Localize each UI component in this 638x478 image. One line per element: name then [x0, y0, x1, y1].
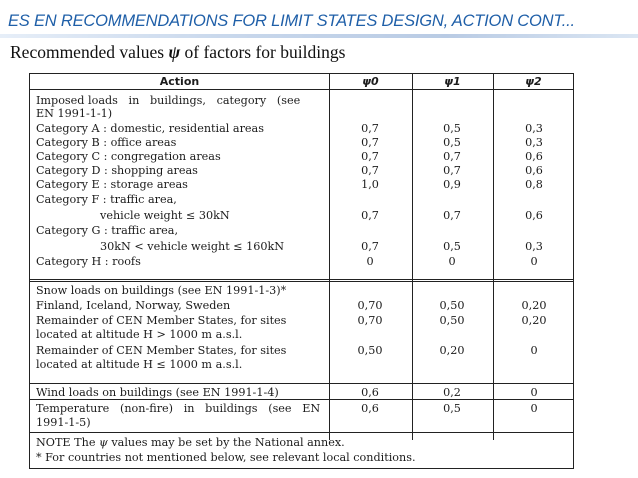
- factor-cell-p2: 0,3: [525, 240, 543, 253]
- factor-cell-p1: 0,2: [443, 386, 461, 399]
- note-psi-symbol: ψ: [99, 436, 108, 449]
- action-cell: Category G : traffic area,: [36, 224, 179, 237]
- action-cell: Category C : congregation areas: [36, 150, 221, 163]
- factor-cell-p1: 0,5: [443, 122, 461, 135]
- action-cell: Category A : domestic, residential areas: [36, 122, 264, 135]
- action-cell: Wind loads on buildings (see EN 1991-1-4): [36, 386, 279, 399]
- action-cell: Imposed loads in buildings, category (see: [36, 94, 301, 107]
- subtitle-text-start: Recommended values: [10, 42, 169, 62]
- factor-cell-p1: 0,50: [439, 314, 465, 327]
- note-text-start: NOTE The: [36, 436, 99, 449]
- factor-cell-p1: 0,5: [443, 240, 461, 253]
- factor-cell-p0: 0,7: [361, 164, 379, 177]
- factor-cell-p1: 0,7: [443, 150, 461, 163]
- action-cell: Remainder of CEN Member States, for sites: [36, 344, 287, 357]
- factor-cell-p2: 0,3: [525, 122, 543, 135]
- group-divider: [30, 279, 573, 282]
- factor-cell-p2: 0: [530, 386, 538, 399]
- subtitle-text-end: of factors for buildings: [180, 42, 346, 62]
- factor-cell-p2: 0: [530, 255, 538, 268]
- header-divider: [30, 89, 573, 90]
- factor-cell-p1: 0,7: [443, 209, 461, 222]
- factor-cell-p0: 0,6: [361, 402, 379, 415]
- factor-cell-p0: 0,7: [361, 240, 379, 253]
- action-cell: EN 1991-1-1): [36, 107, 113, 120]
- note-divider: [30, 432, 573, 433]
- action-cell: 30kN < vehicle weight ≤ 160kN: [36, 240, 285, 253]
- factor-cell-p0: 0,7: [361, 136, 379, 149]
- factor-cell-p2: 0: [530, 402, 538, 415]
- action-cell: Finland, Iceland, Norway, Sweden: [36, 299, 231, 312]
- factor-cell-p1: 0,20: [439, 344, 465, 357]
- factor-cell-p0: 0,7: [361, 209, 379, 222]
- factor-cell-p2: 0,20: [521, 314, 547, 327]
- action-cell: Temperature (non-fire) in buildings (see EN: [36, 402, 321, 415]
- factor-cell-p1: 0,9: [443, 178, 461, 191]
- action-cell: 1991-1-5): [36, 416, 91, 429]
- action-cell: Remainder of CEN Member States, for sites: [36, 314, 287, 327]
- group-divider: [30, 399, 573, 400]
- factor-cell-p0: 0,70: [357, 314, 383, 327]
- slide-title: ES EN RECOMMENDATIONS FOR LIMIT STATES DESIGN, ACTION CONT...: [8, 12, 575, 30]
- action-cell: located at altitude H > 1000 m a.s.l.: [36, 328, 243, 341]
- group-divider: [30, 383, 573, 384]
- factor-cell-p2: 0,6: [525, 209, 543, 222]
- factor-cell-p2: 0,3: [525, 136, 543, 149]
- column-divider: [412, 74, 413, 440]
- action-cell: Snow loads on buildings (see EN 1991-1-3)*: [36, 284, 287, 297]
- factor-cell-p2: 0,8: [525, 178, 543, 191]
- factor-cell-p1: 0,5: [443, 136, 461, 149]
- psi-factors-table: [29, 73, 574, 469]
- action-cell: vehicle weight ≤ 30kN: [36, 209, 230, 222]
- factor-cell-p0: 0,70: [357, 299, 383, 312]
- column-divider: [493, 74, 494, 440]
- factor-cell-p1: 0,50: [439, 299, 465, 312]
- action-cell: Category F : traffic area,: [36, 193, 177, 206]
- factor-cell-p0: 0,50: [357, 344, 383, 357]
- table-footnote: * For countries not mentioned below, see relevant local conditions.: [36, 451, 416, 464]
- action-cell: Category H : roofs: [36, 255, 141, 268]
- column-divider: [329, 74, 330, 440]
- factor-cell-p0: 0,7: [361, 150, 379, 163]
- factor-cell-p2: 0,20: [521, 299, 547, 312]
- factor-cell-p1: 0,5: [443, 402, 461, 415]
- action-cell: Category B : office areas: [36, 136, 177, 149]
- factor-cell-p0: 0,6: [361, 386, 379, 399]
- slide-subtitle: [10, 42, 345, 66]
- factor-cell-p1: 0,7: [443, 164, 461, 177]
- factor-cell-p1: 0: [448, 255, 456, 268]
- action-cell: Category E : storage areas: [36, 178, 188, 191]
- factor-cell-p0: 0,7: [361, 122, 379, 135]
- table-note: [36, 436, 345, 449]
- header-psi0: ψ0: [362, 75, 379, 88]
- factor-cell-p2: 0,6: [525, 164, 543, 177]
- action-cell: located at altitude H ≤ 1000 m a.s.l.: [36, 358, 243, 371]
- action-cell: Category D : shopping areas: [36, 164, 198, 177]
- header-action: Action: [159, 75, 200, 88]
- header-psi1: ψ1: [444, 75, 461, 88]
- header-psi2: ψ2: [525, 75, 542, 88]
- note-text-end: values may be set by the National annex.: [107, 436, 345, 449]
- title-divider: [0, 34, 638, 38]
- psi-symbol: ψ: [168, 42, 181, 62]
- factor-cell-p0: 1,0: [361, 178, 379, 191]
- factor-cell-p2: 0,6: [525, 150, 543, 163]
- factor-cell-p2: 0: [530, 344, 538, 357]
- factor-cell-p0: 0: [366, 255, 374, 268]
